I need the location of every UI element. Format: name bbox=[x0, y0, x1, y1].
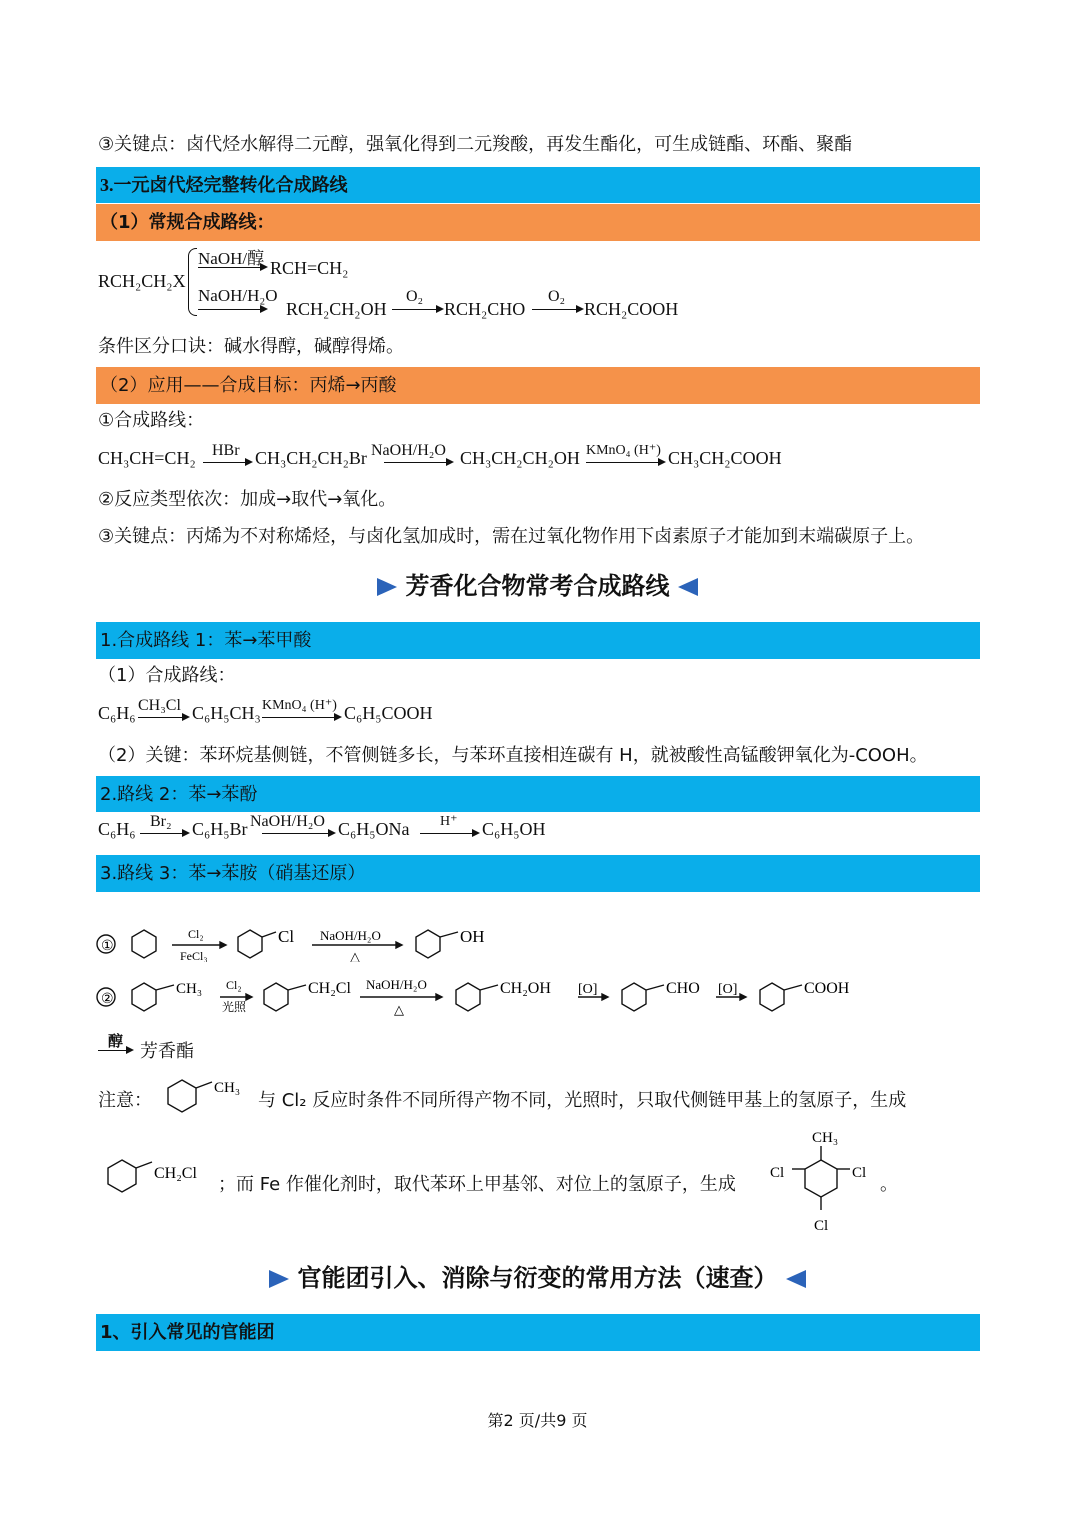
route4-c: C₆H₅ONa bbox=[338, 819, 410, 839]
route1-start: RCH₂CH₂X bbox=[98, 271, 186, 291]
svg-text:光照: 光照 bbox=[222, 1000, 247, 1014]
svg-text:NaOH/H₂O: NaOH/H₂O bbox=[366, 977, 427, 992]
route3-a: C₆H₆ bbox=[98, 703, 136, 723]
svg-text:CH₂Cl: CH₂Cl bbox=[154, 1165, 197, 1182]
route4-c2: NaOH/H₂O bbox=[250, 813, 325, 830]
route1-cond-a: NaOH/醇 bbox=[198, 249, 265, 268]
scheme-1-diagram bbox=[96, 912, 616, 962]
route4-a: C₆H₆ bbox=[98, 819, 136, 839]
route2-arrow-2 bbox=[384, 462, 452, 463]
route3-c: C₆H₅COOH bbox=[344, 703, 433, 723]
svg-text:COOH: COOH bbox=[804, 980, 850, 997]
route1-arrow-c bbox=[392, 309, 442, 310]
ester-product: 芳香酯 bbox=[140, 1041, 194, 1062]
svg-text:[O]: [O] bbox=[718, 982, 738, 997]
route2-arrow-1 bbox=[203, 462, 251, 463]
svg-text:OH: OH bbox=[460, 927, 485, 946]
route2-a: CH₃CH=CH₂ bbox=[98, 448, 196, 468]
route1-cond-o2-2: O₂ bbox=[548, 288, 566, 305]
heading-functional-text: 官能团引入、消除与衍变的常用方法（速查） bbox=[297, 1264, 778, 1292]
arrow-right-icon bbox=[377, 578, 397, 596]
route4-d: C₆H₅OH bbox=[482, 819, 546, 839]
route-1-title: 1.合成路线 1：苯→苯甲酸 bbox=[100, 630, 312, 651]
route4-c3: H⁺ bbox=[440, 814, 458, 829]
subsection-title-2: （2）应用——合成目标：丙烯→丙酸 bbox=[100, 375, 397, 396]
route4-b: C₆H₅Br bbox=[192, 819, 248, 839]
arrow-left-icon bbox=[786, 1270, 806, 1288]
route-2-title: 2.路线 2：苯→苯酚 bbox=[100, 784, 258, 805]
note-label: 注意： bbox=[98, 1090, 152, 1111]
heading-functional bbox=[0, 1258, 1075, 1293]
route1-prod-d: RCH₂COOH bbox=[584, 299, 679, 319]
intro-title: 1、引入常见的官能团 bbox=[100, 1322, 275, 1343]
route2-c2: NaOH/H₂O bbox=[371, 442, 446, 459]
route-1-key: （2）关键：苯环烷基侧链，不管侧链多长，与苯环直接相连碳有 H，就被酸性高锰酸钾氧化为-COOH。 bbox=[98, 745, 928, 766]
svg-text:CH₃: CH₃ bbox=[214, 1080, 241, 1096]
note-text-1: 与 Cl₂ 反应时条件不同所得产物不同，光照时，只取代侧链甲基上的氢原子，生成 bbox=[258, 1090, 907, 1111]
route1-prod-a: RCH=CH₂ bbox=[270, 258, 349, 278]
route-1-sub: （1）合成路线： bbox=[98, 665, 236, 686]
item-2: ②反应类型依次：加成→取代→氧化。 bbox=[98, 489, 397, 510]
svg-text:CH₂Cl: CH₂Cl bbox=[308, 980, 351, 997]
branch-brace bbox=[188, 248, 197, 316]
route2-arrow-3 bbox=[586, 462, 664, 463]
svg-text:Cl₂: Cl₂ bbox=[188, 927, 204, 941]
subsection-bar-2 bbox=[96, 367, 980, 404]
route1-cond-o2-1: O₂ bbox=[406, 288, 424, 305]
route3-b: C₆H₅CH₃ bbox=[192, 703, 261, 723]
page-footer: 第2 页/共9 页 bbox=[487, 1411, 588, 1430]
mnemonic: 条件区分口诀：碱水得醇，碱醇得烯。 bbox=[98, 336, 404, 357]
toluene-structure bbox=[162, 1072, 252, 1116]
route2-c1: HBr bbox=[212, 442, 240, 459]
svg-text:Cl: Cl bbox=[852, 1165, 867, 1181]
route3-arrow-2 bbox=[262, 717, 340, 718]
svg-text:FeCl₃: FeCl₃ bbox=[180, 949, 208, 962]
svg-text:②: ② bbox=[101, 992, 114, 1007]
route1-arrow-b bbox=[198, 309, 266, 310]
scheme-1-num: ① bbox=[101, 939, 114, 954]
subsection-title: （1）常规合成路线： bbox=[100, 212, 275, 233]
route-1-bar bbox=[96, 622, 980, 659]
svg-text:△: △ bbox=[394, 1002, 404, 1017]
scheme-2-diagram bbox=[96, 965, 896, 1025]
route1-arrow-d bbox=[532, 309, 582, 310]
route1-arrow-a bbox=[198, 267, 266, 268]
note-text-2: ；而 Fe 作催化剂时，取代苯环上甲基邻、对位上的氢原子，生成 bbox=[218, 1174, 736, 1195]
section-bar bbox=[96, 167, 980, 203]
svg-text:Cl: Cl bbox=[814, 1218, 829, 1234]
arrow-left-icon bbox=[678, 578, 698, 596]
route2-c3: KMnO₄ (H⁺) bbox=[586, 443, 661, 458]
subsection-bar bbox=[96, 204, 980, 241]
benzyl-chloride-structure bbox=[102, 1152, 222, 1200]
svg-text:[O]: [O] bbox=[578, 982, 598, 997]
route2-b: CH₃CH₂CH₂Br bbox=[255, 448, 367, 468]
svg-text:Cl: Cl bbox=[770, 1165, 785, 1181]
route2-c: CH₃CH₂CH₂OH bbox=[460, 448, 580, 468]
heading-aromatic bbox=[0, 566, 1075, 601]
svg-text:CH₂OH: CH₂OH bbox=[500, 980, 551, 997]
heading-aromatic-text: 芳香化合物常考合成路线 bbox=[405, 572, 670, 600]
route4-arrow-3 bbox=[420, 833, 478, 834]
route1-cond-b: NaOH/H₂O bbox=[198, 286, 278, 305]
route4-arrow-1 bbox=[140, 833, 188, 834]
item-3: ③关键点：丙烯为不对称烯烃，与卤化氢加成时，需在过氧化物作用下卤素原子才能加到末端碳原子上。 bbox=[98, 526, 925, 547]
route3-c2: KMnO₄ (H⁺) bbox=[262, 698, 337, 713]
benzene-ring-icon bbox=[132, 930, 156, 958]
trichlorotoluene-structure bbox=[764, 1122, 882, 1240]
arrow-right-icon bbox=[269, 1270, 289, 1288]
route-3-title: 3.路线 3：苯→苯胺（硝基还原） bbox=[100, 863, 366, 884]
note-end: 。 bbox=[880, 1174, 898, 1195]
svg-text:△: △ bbox=[350, 949, 360, 962]
route1-prod-c: RCH₂CHO bbox=[444, 299, 526, 319]
svg-text:NaOH/H₂O: NaOH/H₂O bbox=[320, 928, 381, 943]
route4-c1: Br₂ bbox=[150, 813, 172, 830]
route3-c1: CH₃Cl bbox=[138, 697, 181, 714]
ester-cond: 醇 bbox=[108, 1032, 124, 1050]
route-2-bar bbox=[96, 776, 980, 812]
svg-text:CH₃: CH₃ bbox=[176, 981, 203, 997]
svg-text:CHO: CHO bbox=[666, 980, 700, 997]
ester-arrow bbox=[98, 1050, 132, 1051]
key-point-line: ③关键点：卤代烃水解得二元醇，强氧化得到二元羧酸，再发生酯化，可生成链酯、环酯、聚酯 bbox=[98, 134, 853, 155]
route-3-bar bbox=[96, 855, 980, 892]
route3-arrow-1 bbox=[138, 717, 188, 718]
item-1: ①合成路线： bbox=[98, 410, 205, 431]
section-title: 3.一元卤代烃完整转化合成路线 bbox=[100, 175, 348, 195]
route4-arrow-2 bbox=[262, 833, 334, 834]
svg-text:Cl: Cl bbox=[278, 927, 295, 946]
route2-d: CH₃CH₂COOH bbox=[668, 448, 782, 468]
route1-prod-b: RCH₂CH₂OH bbox=[286, 299, 387, 319]
intro-bar bbox=[96, 1314, 980, 1351]
svg-text:CH₃: CH₃ bbox=[812, 1130, 839, 1146]
svg-text:Cl₂: Cl₂ bbox=[226, 978, 242, 992]
